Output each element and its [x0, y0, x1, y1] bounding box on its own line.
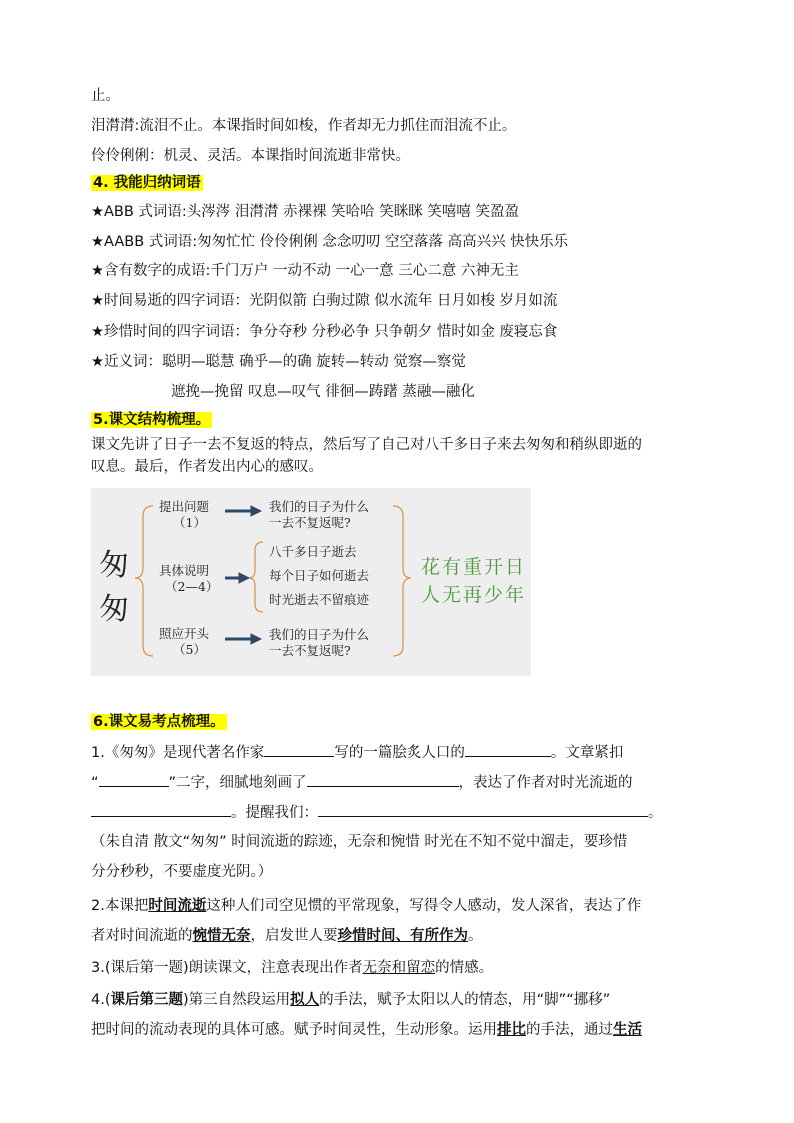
green-verse: 花有重开日 — [421, 556, 527, 578]
question-1-line-1: 1.《匆匆》是现代著名作家 写的一篇脍炙人口的 。文章紧扣 — [91, 742, 623, 763]
node-text: 一去不复返呢? — [269, 515, 351, 530]
answer-text: （朱自清 散文“匆匆” 时间流逝的踪迹，无奈和惋惜 时光在不知不觉中溜走，要珍惜 — [91, 834, 628, 850]
question-4-line-1: 4.(课后第三题)第三自然段运用拟人的手法，赋予太阳以人的情态，用“脚”“挪移” — [91, 992, 611, 1008]
answer-text: 分分秒秒，不要虚度光阴。） — [91, 864, 273, 880]
section-4-title: 4. 我能归纳词语 — [93, 175, 201, 191]
node-label: 照应开头 — [159, 626, 210, 641]
title-char: 匆 — [99, 592, 129, 627]
synonyms-line-2: 遮挽—挽留 叹息—叹气 徘徊—踌躇 蒸融—融化 — [171, 384, 475, 400]
time-passing-idioms: ★时间易逝的四字词语：光阴似箭 白驹过隙 似水流年 日月如梭 岁月如流 — [91, 293, 558, 309]
title-char: 匆 — [99, 548, 129, 583]
structure-text: 课文先讲了日子一去不复返的特点，然后写了自己对八千多日子来去匆匆和稍纵即逝的 — [91, 437, 642, 453]
section-6-title: 6.课文易考点梳理。 — [93, 714, 225, 730]
cherish-time-idioms: ★珍惜时间的四字词语：争分夺秒 分秒必争 只争朝夕 惜时如金 废寝忘食 — [91, 324, 558, 340]
section-5-heading — [91, 410, 212, 430]
aabb-words: ★AABB 式词语:匆匆忙忙 伶伶俐俐 念念叨叨 空空落落 高高兴兴 快快乐乐 — [91, 234, 569, 250]
answer-blank[interactable] — [318, 802, 648, 817]
answer-blank[interactable] — [264, 742, 334, 757]
node-text: 八千多日子逝去 — [269, 544, 357, 559]
node-label: （1） — [173, 515, 206, 530]
answer-blank[interactable] — [465, 742, 551, 757]
section-5-title: 5.课文结构梳理。 — [93, 412, 211, 428]
node-label: 提出问题 — [159, 499, 210, 514]
question-2-line-1: 2.本课把时间流逝这种人们司空见惯的平常现象，写得令人感动，发人深省，表达了作 — [91, 898, 642, 914]
node-text: 我们的日子为什么 — [269, 499, 370, 514]
question-4-line-2: 把时间的流动表现的具体可感。赋予时间灵性，生动形象。运用排比的手法，通过生活 — [91, 1022, 642, 1038]
node-label: 具体说明 — [159, 563, 210, 578]
text-line: 止。 — [91, 88, 120, 104]
node-label: （2—4） — [165, 579, 219, 594]
question-1-line-3: 。提醒我们： 。 — [91, 802, 663, 823]
node-text: 我们的日子为什么 — [269, 627, 370, 642]
node-text: 每个日子如何逝去 — [269, 568, 370, 583]
question-3: 3.(课后第一题)朗读课文，注意表现出作者无奈和留恋的情感。 — [91, 960, 494, 976]
abb-words: ★ABB 式词语:头涔涔 泪潸潸 赤裸裸 笑哈哈 笑眯眯 笑嘻嘻 笑盈盈 — [91, 204, 519, 220]
question-1-line-2: “ ”二字，细腻地刻画了 ，表达了作者对时光流逝的 — [91, 772, 633, 793]
node-text: 一去不复返呢? — [269, 643, 351, 658]
node-label: （5） — [173, 642, 206, 657]
answer-blank[interactable] — [99, 772, 169, 787]
structure-diagram — [91, 488, 531, 676]
question-2-line-2: 者对时间流逝的惋惜无奈，启发世人要珍惜时间、有所作为。 — [91, 928, 483, 944]
synonyms-line-1: ★近义词：聪明—聪慧 确乎—的确 旋转—转动 觉察—察觉 — [91, 354, 466, 370]
section-4-heading — [91, 173, 203, 193]
node-text: 时光逝去不留痕迹 — [269, 592, 370, 607]
green-verse: 人无再少年 — [421, 584, 527, 606]
number-idioms: ★含有数字的成语:千门万户 一动不动 一心一意 三心二意 六神无主 — [91, 263, 519, 279]
section-6-heading — [91, 712, 227, 732]
structure-text: 叹息。最后，作者发出内心的感叹。 — [91, 459, 323, 475]
text-line: 泪潸潸:流泪不止。本课指时间如梭，作者却无力抓住而泪流不止。 — [91, 118, 517, 134]
answer-blank[interactable] — [91, 802, 231, 817]
answer-blank[interactable] — [307, 772, 459, 787]
text-line: 伶伶俐俐：机灵、灵活。本课指时间流逝非常快。 — [91, 148, 410, 164]
